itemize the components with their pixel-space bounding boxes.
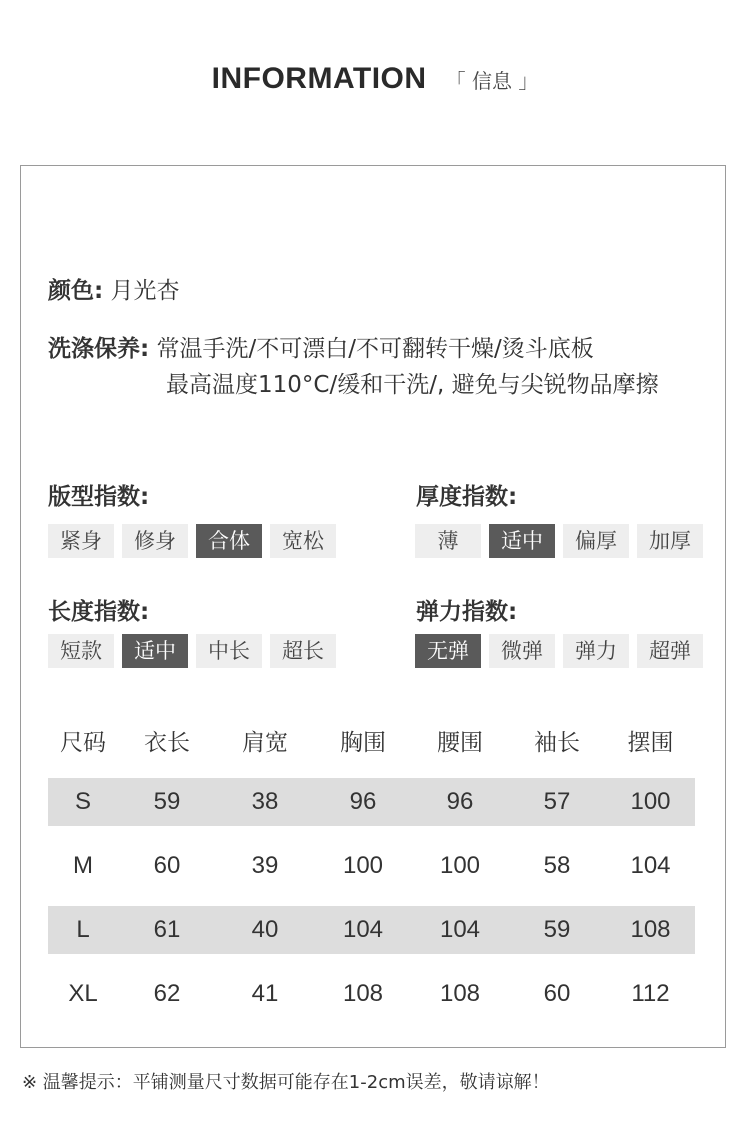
thickness-option[interactable]: 加厚 [637,524,703,558]
color-row [48,272,180,305]
elasticity-option[interactable]: 弹力 [563,634,629,668]
thickness-index-title: 厚度指数: [416,484,518,510]
header-title-cn: 「 信息 」 [445,68,539,93]
length-option[interactable]: 适中 [122,634,188,668]
length-index-title: 长度指数: [48,599,150,625]
table-cell: 60 [543,980,571,1007]
table-cell: 104 [630,852,671,879]
fit-option[interactable]: 修身 [122,524,188,558]
table-cell: 100 [630,788,671,815]
table-cell: 96 [446,788,474,815]
thickness-option[interactable]: 适中 [489,524,555,558]
care-label: 洗涤保养: [48,336,150,362]
fit-option[interactable]: 紧身 [48,524,114,558]
table-cell: 58 [543,852,571,879]
care-row [48,330,594,363]
header-title-en: INFORMATION [211,62,427,95]
length-option[interactable]: 短款 [48,634,114,668]
table-cell: 38 [251,788,279,815]
table-cell: 59 [543,916,571,943]
table-cell: 104 [342,916,384,943]
table-cell: 96 [349,788,377,815]
table-cell: XL [68,980,98,1007]
header-cell: 袖长 [534,729,580,756]
elasticity-index-options [415,634,703,668]
thickness-index-options [415,524,703,558]
table-cell: S [74,788,91,815]
header-cell: 胸围 [340,729,386,756]
table-cell: 57 [543,788,571,815]
length-option[interactable]: 中长 [196,634,262,668]
size-table-header [48,714,695,766]
table-cell: 41 [251,980,279,1007]
table-cell: 60 [153,852,181,879]
elasticity-option[interactable]: 无弹 [415,634,481,668]
fit-index-title: 版型指数: [48,484,150,510]
elasticity-index-title: 弹力指数: [416,599,518,625]
header-cell: 尺码 [60,729,106,756]
table-cell: 108 [439,980,481,1007]
table-cell: 61 [153,916,181,943]
table-cell: 100 [439,852,481,879]
footnote: ※ 温馨提示：平铺测量尺寸数据可能存在1-2cm误差，敬请谅解！ [22,1072,550,1093]
table-cell: 108 [630,916,671,943]
header-cell: 衣长 [144,729,190,756]
care-line1: 常温手洗/不可漂白/不可翻转干燥/烫斗底板 [156,336,594,362]
table-cell: 40 [251,916,279,943]
table-cell: 39 [251,852,279,879]
header-cell: 肩宽 [242,729,288,756]
table-cell: 112 [631,980,670,1007]
info-panel [20,165,726,1048]
color-label: 颜色: [48,278,104,304]
page-header [0,62,750,96]
table-cell: 62 [153,980,181,1007]
elasticity-option[interactable]: 微弹 [489,634,555,668]
thickness-option[interactable]: 薄 [415,524,481,558]
table-row [48,842,695,890]
fit-index-options [48,524,336,558]
fit-option[interactable]: 合体 [196,524,262,558]
thickness-option[interactable]: 偏厚 [563,524,629,558]
header-cell: 摆围 [627,729,674,756]
table-cell: M [73,852,93,879]
table-row [48,970,695,1018]
length-option[interactable]: 超长 [270,634,336,668]
elasticity-option[interactable]: 超弹 [637,634,703,668]
care-line2: 最高温度110°C/缓和干洗/, 避免与尖锐物品摩擦 [166,372,659,398]
color-value: 月光杏 [110,278,180,304]
table-row [48,778,695,826]
size-table [48,714,695,1018]
table-cell: 59 [153,788,181,815]
fit-option[interactable]: 宽松 [270,524,336,558]
table-cell: L [76,916,90,943]
length-index-options [48,634,336,668]
table-cell: 108 [342,980,384,1007]
table-cell: 104 [439,916,481,943]
table-cell: 100 [342,852,384,879]
table-row [48,906,695,954]
header-cell: 腰围 [437,729,483,756]
